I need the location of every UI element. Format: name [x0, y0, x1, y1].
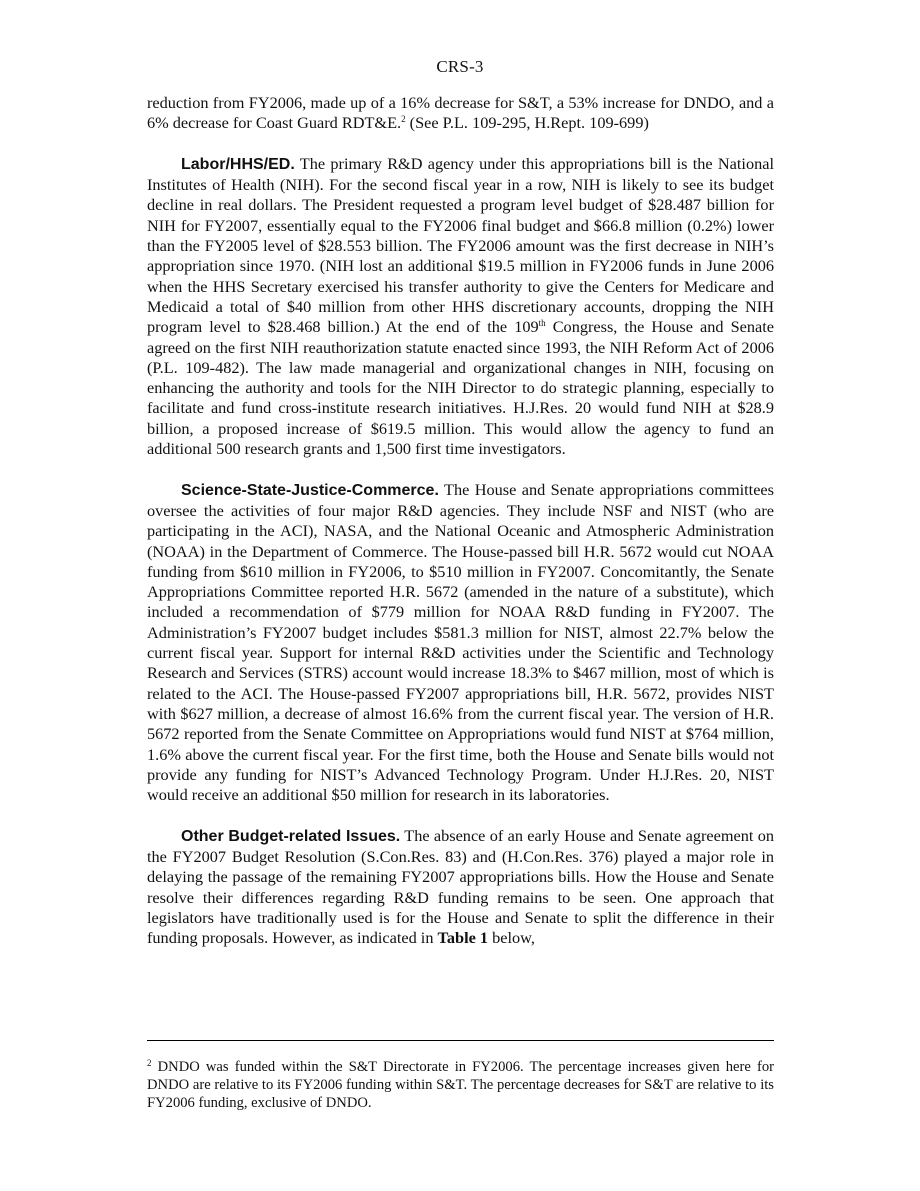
section-heading: Labor/HHS/ED. — [181, 155, 295, 173]
paragraph-other-budget-issues — [147, 826, 774, 949]
footnote-text: DNDO was funded within the S&T Directorate in FY2006. The percentage increases given here for DNDO are relative to its FY2006 funding within S&T. The percentage decreases for S&T are relative to its FY2006 funding, exclusive of DNDO. — [147, 1059, 774, 1112]
footnote-marker: 2 — [147, 1058, 152, 1068]
paragraph-continuation — [147, 93, 774, 134]
main-text — [147, 93, 774, 969]
paragraph-text: Congress, the House and Senate agreed on the first NIH reauthorization statute enacted since 1993, the NIH Reform Act of 2006 (P.L. 109-482). The law made managerial and organizational changes in NIH, focusing on enhancing the authority and tools for the NIH Director to do strategic planning, especially to facilitate and fund cross-institute research initiatives. H.J.Res. 20 would fund NIH at $28.9 billion, a proposed increase of $619.5 million. This would allow the agency to fund an additional 500 research grants and 1,500 first time investigators. — [147, 317, 774, 459]
ordinal-superscript: th — [538, 318, 546, 329]
table-reference[interactable]: Table 1 — [437, 928, 489, 948]
section-heading: Other Budget-related Issues. — [181, 827, 401, 845]
paragraph-text: The House and Senate appropriations committees oversee the activities of four major R&D agencies. They include NSF and NIST (who are participating in the ACI), NASA, and the National Oceanic and Atmospheric Administration (NOAA) in the Department of Commerce. The House-passed bill H.R. 5672 would cut NOAA funding from $610 million in FY2006, to $510 million in FY2007. Concomitantly, the Senate Appropriations Committee reported H.R. 5672 (amended in the nature of a substitute), which included a recommendation of $779 million for NOAA R&D funding in FY2007. The Administration’s FY2007 budget includes $581.3 million for NIST, almost 22.7% below the current fiscal year. Support for internal R&D activities under the Scientific and Technology Research and Services (STRS) account would increase 18.3% to $467 million, most of which is related to the ACI. The House-passed FY2007 appropriations bill, H.R. 5672, provides NIST with $627 million, a decrease of almost 16.6% from the current fiscal year. The version of H.R. 5672 reported from the Senate Committee on Appropriations would fund NIST at $764 million, 1.6% above the current fiscal year. For the first time, both the House and Senate bills would not provide any funding for NIST’s Advanced Technology Program. Under H.J.Res. 20, NIST would receive an additional $50 million for research in its laboratories. — [147, 479, 774, 805]
paragraph-labor-hhs-ed — [147, 154, 774, 459]
paragraph-text: The absence of an early House and Senate agreement on the FY2007 Budget Resolution (S.Con.Res. 83) and (H.Con.Res. 376) played a major role in delaying the passage of the remaining FY2007 appropriations bills. How the House and Senate resolve their differences regarding R&D funding remains to be seen. One approach that legislators have traditionally used is for the House and Senate to split the difference in their funding proposals. However, as indicated in — [147, 825, 775, 948]
paragraph-text: below, — [488, 928, 535, 948]
paragraph-text: The primary R&D agency under this appropriations bill is the National Institutes of Health (NIH). For the second fiscal year in a row, NIH is likely to see its budget decline in real dollars. The President requested a program level budget of $28.487 billion for NIH for FY2007, essentially equal to the FY2006 final budget and $66.8 million (0.2%) lower than the FY2005 level of $28.553 billion. The FY2006 amount was the first decrease in NIH’s appropriation since 1970. (NIH lost an additional $19.5 million in FY2006 funds in June 2006 when the HHS Secretary exercised his transfer authority to give the Centers for Medicare and Medicaid a total of $40 million from other HHS discretionary accounts, dropping the NIH program level to $28.468 billion.) At the end of the 109 — [147, 153, 774, 337]
paragraph-text: (See P.L. 109-295, H.Rept. 109-699) — [405, 113, 649, 133]
page-number-header: CRS-3 — [436, 57, 484, 76]
section-heading: Science-State-Justice-Commerce. — [181, 481, 439, 499]
paragraph-science-state-justice-commerce — [147, 480, 774, 806]
footnote-divider — [147, 1040, 774, 1041]
footnote — [147, 1058, 774, 1113]
footnote-reference[interactable]: 2 — [401, 114, 406, 125]
paragraph-text: reduction from FY2006, made up of a 16% decrease for S&T, a 53% increase for DNDO, and a 6% decrease for Coast Guard RDT&E. — [147, 93, 774, 133]
